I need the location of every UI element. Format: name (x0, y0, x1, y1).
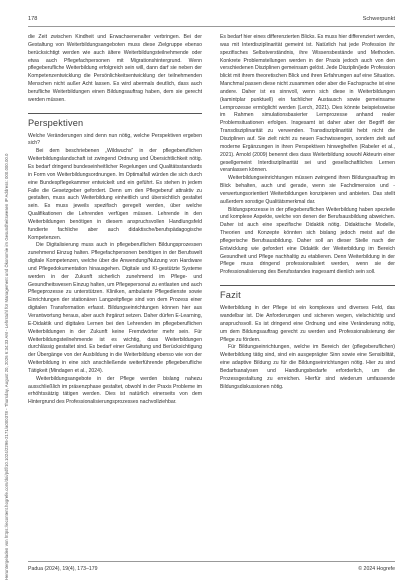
running-head: Schwerpunkt (362, 16, 395, 22)
body-paragraph: Welche Veränderungen sind denn nun nötig, welche Perspektiven ergeben sich? (28, 132, 202, 147)
body-paragraph: Es bedarf hier eines differenzierten Blicks. Es muss hier differenziert werden, was mit Interdisziplinarität gemeint ist. Natürlich hat jede Profession ihr spezifisches Selbstverständnis, ihre Wissensbestände und Methoden. Konkrete Problemstellungen werden in der Praxis jedoch auch von den verschiedenen Disziplinen gemeinsam gelöst. Jede Disziplin/jede Profession blickt mit ihrem theoretischen Blick und ihren Erfahrungen auf eine Situation. Manchmal passen diese nicht zusammen oder aber die Fachsprache ist eine andere. Daher ist es sinnvoll, wenn sich diese in Weiterbildungen (kamintplar punktuell) ein fachlicher Austausch sowie gemeinsame Lernprozesse ermöglicht werden (Lerch, 2021). Dies könnte beispielsweise im Rahmen simulationsbasierter Lernprozesse anhand realer Problemsituationen erfolgen. Insgesamt ist daher aber der Begriff der Transdisziplinarität zu verwenden. Transdisziplinarität hebt nicht die Disziplinen auf. Sie zielt nicht zu neuen Fachwissengen, sondern zielt auf moderne Ergänzungen in ihren Perspektiven hinweghelfen (Rabeler et al., 2021). Arnold (2009) benennt dies dass Weiterbildung sowohl Akteurin einer gesellgemeint Interdisziplinarität sei und gesellschaftliches Lernen veranlassen können. (220, 34, 395, 174)
journal-citation: Padua (2024), 19(4), 173–179 (28, 566, 98, 572)
body-paragraph: Bei dem beschriebenen „Wildwuchs“ in der pflegeberuflichen Weiterbildungslandschaft ist zwingend Ordnung und Übersichtlichkeit nötig. Es bedarf dringend bundeseinheitlicher Regelungen und Qualitätsstandards in Form von Weiterbildungsordnungen. Im Optimalfall würden die sich durch eine Bundespflegekammer entwickelt und ein geführt. Es stehen in jedem Falle die Gesetzgeber gefordert. Denn um den Pflegeberuf attraktiv zu gestalten, muss auch Weiterbildung einheitlich und übersichtlich gestaltet sein. Es muss jeweils spezifisch geregelt werden, über welche Qualifikationen die Lehrenden verfügen müssen. Lehrende in den Weiterbildungen benötigen in diesem anspruchsvollen Handlungsfeld fundierte fachliche aber auch didaktische/berufspädagogische Kompetenzen. (28, 148, 202, 241)
body-paragraph: Weiterbildungseinrichtungen müssen zwingend ihren Bildungsauftrag im Blick behalten, auch und gerade, wenn sie Fachdimension und -verwertungsorientiert Weiterbildungen konzipieren und anbieten. Das stellt außerdem sonstige Qualitätsmerkmal dar. (220, 175, 395, 205)
body-paragraph: Weiterbildung in der Pflege ist ein komplexes und diverses Feld, das wandelbar ist. Die Anforderungen und sicheren wegen, vielschichtig und anspruchsvoll. Es ist dringend eine Ordnung und eine Veränderung nötig, um dem Bildungsauftrag gerecht zu werden und Professionalisierung der Pflege zu fördern. (220, 305, 395, 343)
body-paragraph: Die Digitalisierung muss auch in pflegeberuflichen Bildungsprozessen zunehmend Einzug halten. Pflegefachpersonen benötigen in der Berufswelt digitale Kompetenzen, welche über die Anwendung/Nutzung von Hardware und Pflegedokumentation hinausgehen. Digitale und KI-gestützte Systeme werden in der Zukunft sicherlich zunehmend im Pflege- und Gesundheitswesen Einzug halten, um Pflegepersonal zu entlasten und auch Pflegeprozesse zu unterstützen. Kliniken, ambulante Pflegedienste sowie Einrichtungen der stationären Langzeitpflege sind von dem Prozess einer digitalen Transformation erfasst. Bildungseinrichtungen können hier aus Verantwortung heraus, aber auch ihrgänzt setzen. Daher dürfen E-Learning, E-Didaktik und digitales Lernen bei den Lehrenden im pflegeberuflichen Weiterbildungen in der Zukunft keine Fremdwörter mehr sein. Für Weiterbildungsteilnehmende ist es wichtig, dass Weiterbildungen durchlässig gestaltet sind. Es bedarf einer Gestaltung und Berücksichtigung der Übergänge von der Ausbildung in die Weiterbildung ebenso wie von der Weiterbildung in eine sich anschließende weiterführende pflegeberufliche Tätigkeit (Mindagen et al., 2024). (28, 242, 202, 374)
page-number: 178 (28, 16, 38, 22)
intro-paragraph: die Zeit zwischen Kindheit und Erwachsenenalter verbringen. Bei der Gestaltung von Weiterbildungsangeboten muss diese Zielgruppe ebenso berücksichtigt werden wie auch ältere Weiterbildungsteilnehmende oder etwa auch Pflegefachpersonen mit Migrationshintergrund. Wenn pflegeberufliche Weiterbildung erfolgreich sein will, dann darf sie neben der Kompetenzentwicklung die Persönlichkeitsentwicklung der teilnehmenden Menschen nicht außer Acht lassen. Es wird abermals deutlich, dass auch berufliche Weiterbildungen einen Bildungsauftrag haben, dem sie gerecht werden müssen. (28, 34, 202, 103)
body-paragraph: Bildungsprozesse in der pflegeberuflichen Weiterbildung haben spezielle und komplexe Aspekte, welche von denen der Berufsausbildung abweichen. Daher ist auch eine spezifische Didaktik nötig. Didaktische Modelle, Theorien und Konzepte könnten sich bislang jedoch meist auf die pflegerische Berufsausbildung. Daher soll an dieser Stelle nach der Entwicklung wie gefordert eine Didaktik der Weiterbildung im Bereich Gesundheit und Pflege nachhaltig zu etablieren. Denn Weiterbildung in der Pflege muss dringend professionalisiert werden, wenn sie der Professionalisierung des Berufsstandes insgesamt dienlich sein soll. (220, 206, 395, 276)
section-heading-perspektiven: Perspektiven (28, 113, 202, 128)
publisher-copyright: © 2024 Hogrefe (358, 566, 395, 572)
body-paragraph: Weiterbildungsangebote in der Pflege werden bislang nahezu ausschließlich im präsenzphase gestaltet, obwohl in der Praxis Probleme im erhöhtssätzig tätigen werden. Dies ist natürlich einerseits von dem Hintergrund des Professionalisierungsprozesses nachvollziehbar. (28, 375, 202, 406)
section-heading-fazit: Fazit (220, 285, 395, 300)
download-note: Heruntergeladen von https://econtent.hogrefe.com/doi/pdf/10.1024/2296-2171/a000378 - Thursday, August 20, 2026 6:34:33 AM - Lehrstuhl für Management und Ökonomie im Gesundheitswesen IP Address: 000.000.00.0 (4, 153, 9, 580)
download-watermark (1, 40, 9, 580)
left-column (28, 34, 202, 407)
body-paragraph: Für Bildungseinrichtungen, welche im Bereich der (pflegeberuflichen) Weiterbildung tätig sind, sind ein ausgeprägter Sinn sowie eine Sensibilität, eine adaptive Bildung zu für die Bildungseinrichtungen nötig. Hier zu sind Bedarfsanalysen und Handlungsbedarfe erforderlich, um die Prozessgestaltung zu erreichen. Hierfür sind wiederum umfassende Bildungsdiskussionen nötig. (220, 344, 395, 390)
right-column (220, 34, 395, 391)
footer-rule (28, 561, 395, 562)
header-rule (28, 26, 395, 27)
